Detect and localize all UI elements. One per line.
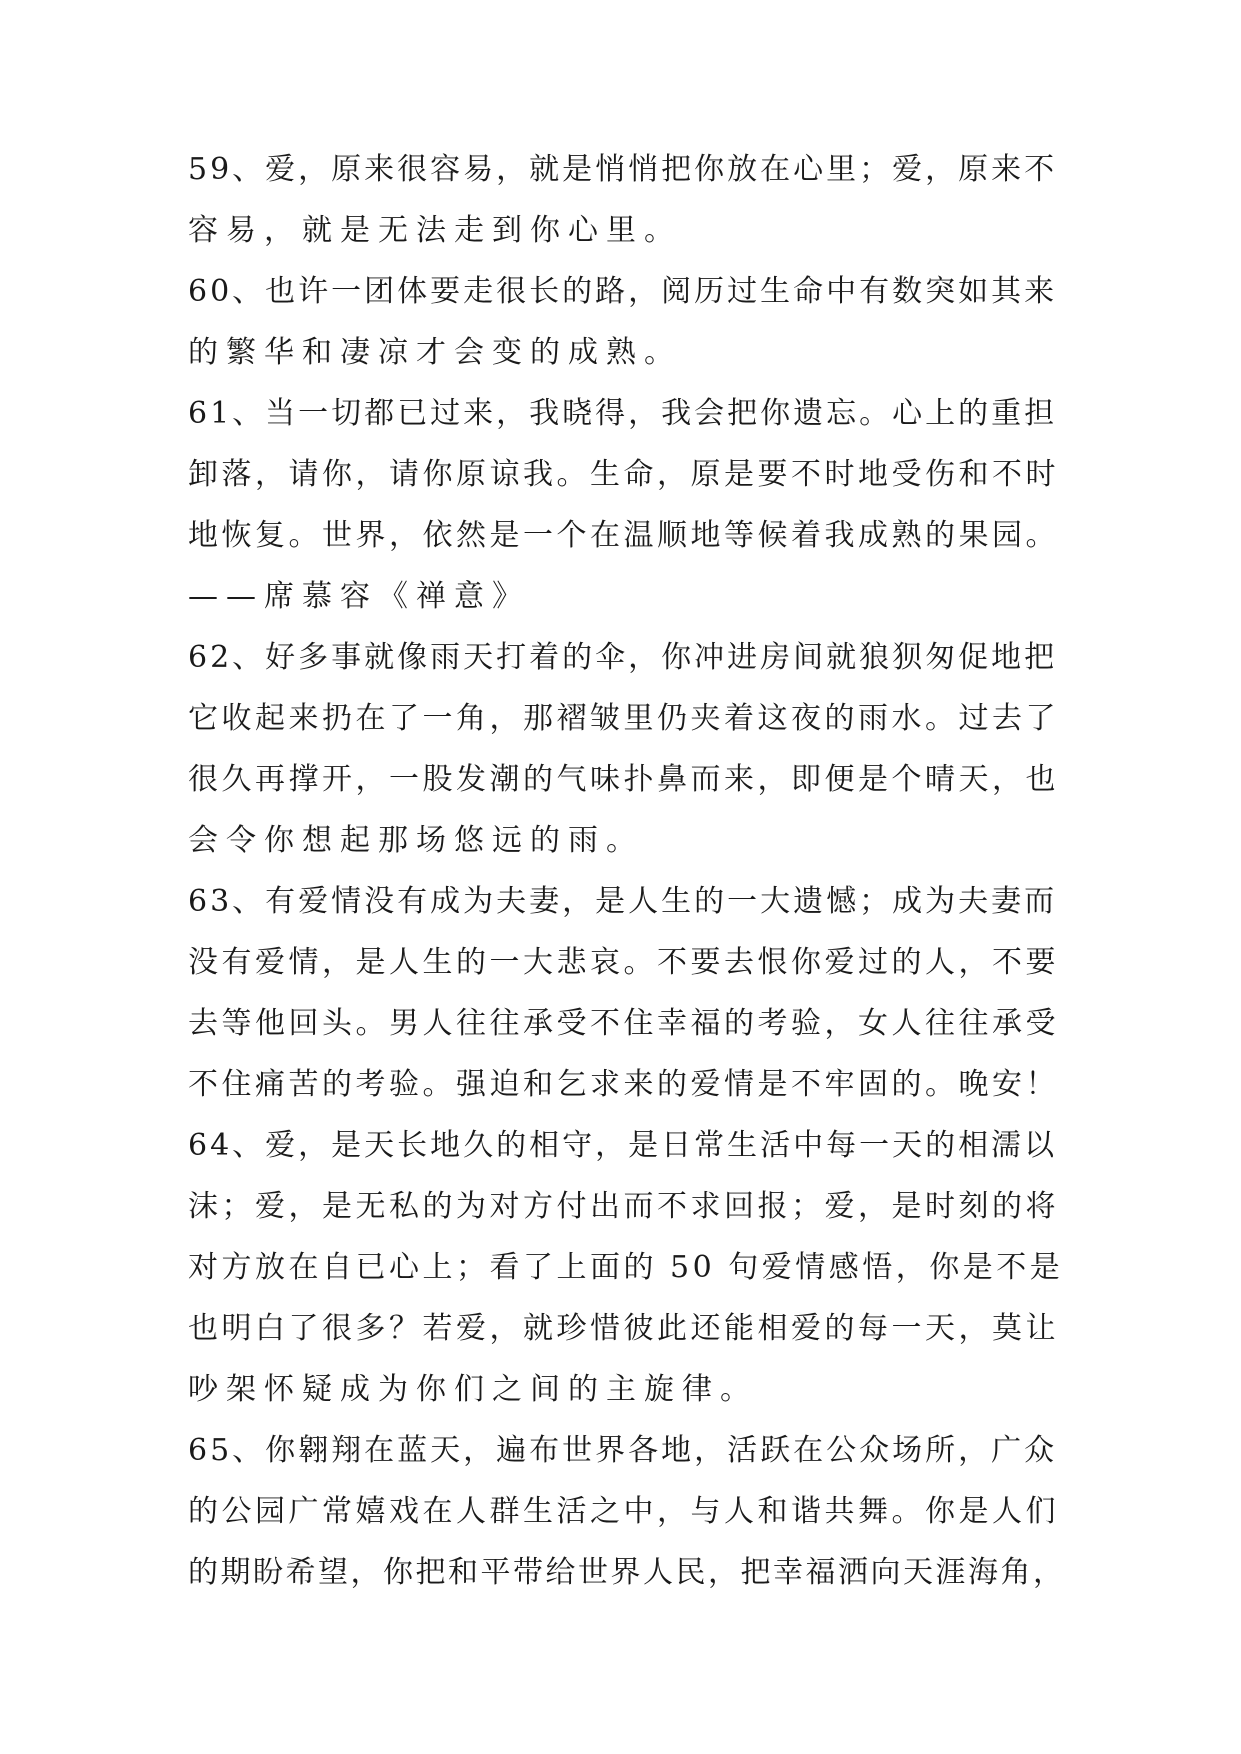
text-line: 容易，就是无法走到你心里。 [188,213,682,248]
text-line: 59、爱，原来很容易，就是悄悄把你放在心里；爱，原来不 [188,152,1058,187]
text-line: 对方放在自已心上；看了上面的 50 句爱情感悟，你是不是 [188,1250,1064,1285]
text-line: 62、好多事就像雨天打着的伞，你冲进房间就狼狈匆促地把 [188,640,1058,675]
text-line: 很久再撑开，一股发潮的气味扑鼻而来，即便是个晴天，也 [188,762,1059,797]
text-line: 地恢复。世界，依然是一个在温顺地等候着我成熟的果园。 [188,518,1059,553]
text-line: 沫；爱，是无私的为对方付出而不求回报；爱，是时刻的将 [188,1189,1059,1224]
text-line: 它收起来扔在了一角，那褶皱里仍夹着这夜的雨水。过去了 [188,701,1059,736]
text-line: 去等他回头。男人往往承受不住幸福的考验，女人往往承受 [188,1006,1059,1041]
text-line: 64、爱，是天长地久的相守，是日常生活中每一天的相濡以 [188,1128,1058,1163]
document-body [188,150,1068,1614]
text-line: ——席慕容《禅意》 [188,579,530,614]
text-line: 吵架怀疑成为你们之间的主旋律。 [188,1372,758,1407]
text-line: 63、有爱情没有成为夫妻，是人生的一大遗憾；成为夫妻而 [188,884,1058,919]
text-line: 60、也许一团体要走很长的路，阅历过生命中有数突如其来 [188,274,1058,309]
text-line: 也明白了很多？若爱，就珍惜彼此还能相爱的每一天，莫让 [188,1311,1059,1346]
text-line: 没有爱情，是人生的一大悲哀。不要去恨你爱过的人，不要 [188,945,1059,980]
text-line: 卸落，请你，请你原谅我。生命，原是要不时地受伤和不时 [188,457,1059,492]
text-line: 不住痛苦的考验。强迫和乞求来的爱情是不牢固的。晚安！ [188,1067,1059,1102]
text-line: 会令你想起那场悠远的雨。 [188,823,644,858]
text-line: 的公园广常嬉戏在人群生活之中，与人和谐共舞。你是人们 [188,1494,1059,1529]
text-line: 61、当一切都已过来，我晓得，我会把你遗忘。心上的重担 [188,396,1058,431]
text-line: 的期盼希望，你把和平带给世界人民，把幸福洒向天涯海角， [188,1555,1066,1590]
text-line: 65、你翱翔在蓝天，遍布世界各地，活跃在公众场所，广众 [188,1433,1058,1468]
text-line: 的繁华和凄凉才会变的成熟。 [188,335,682,370]
